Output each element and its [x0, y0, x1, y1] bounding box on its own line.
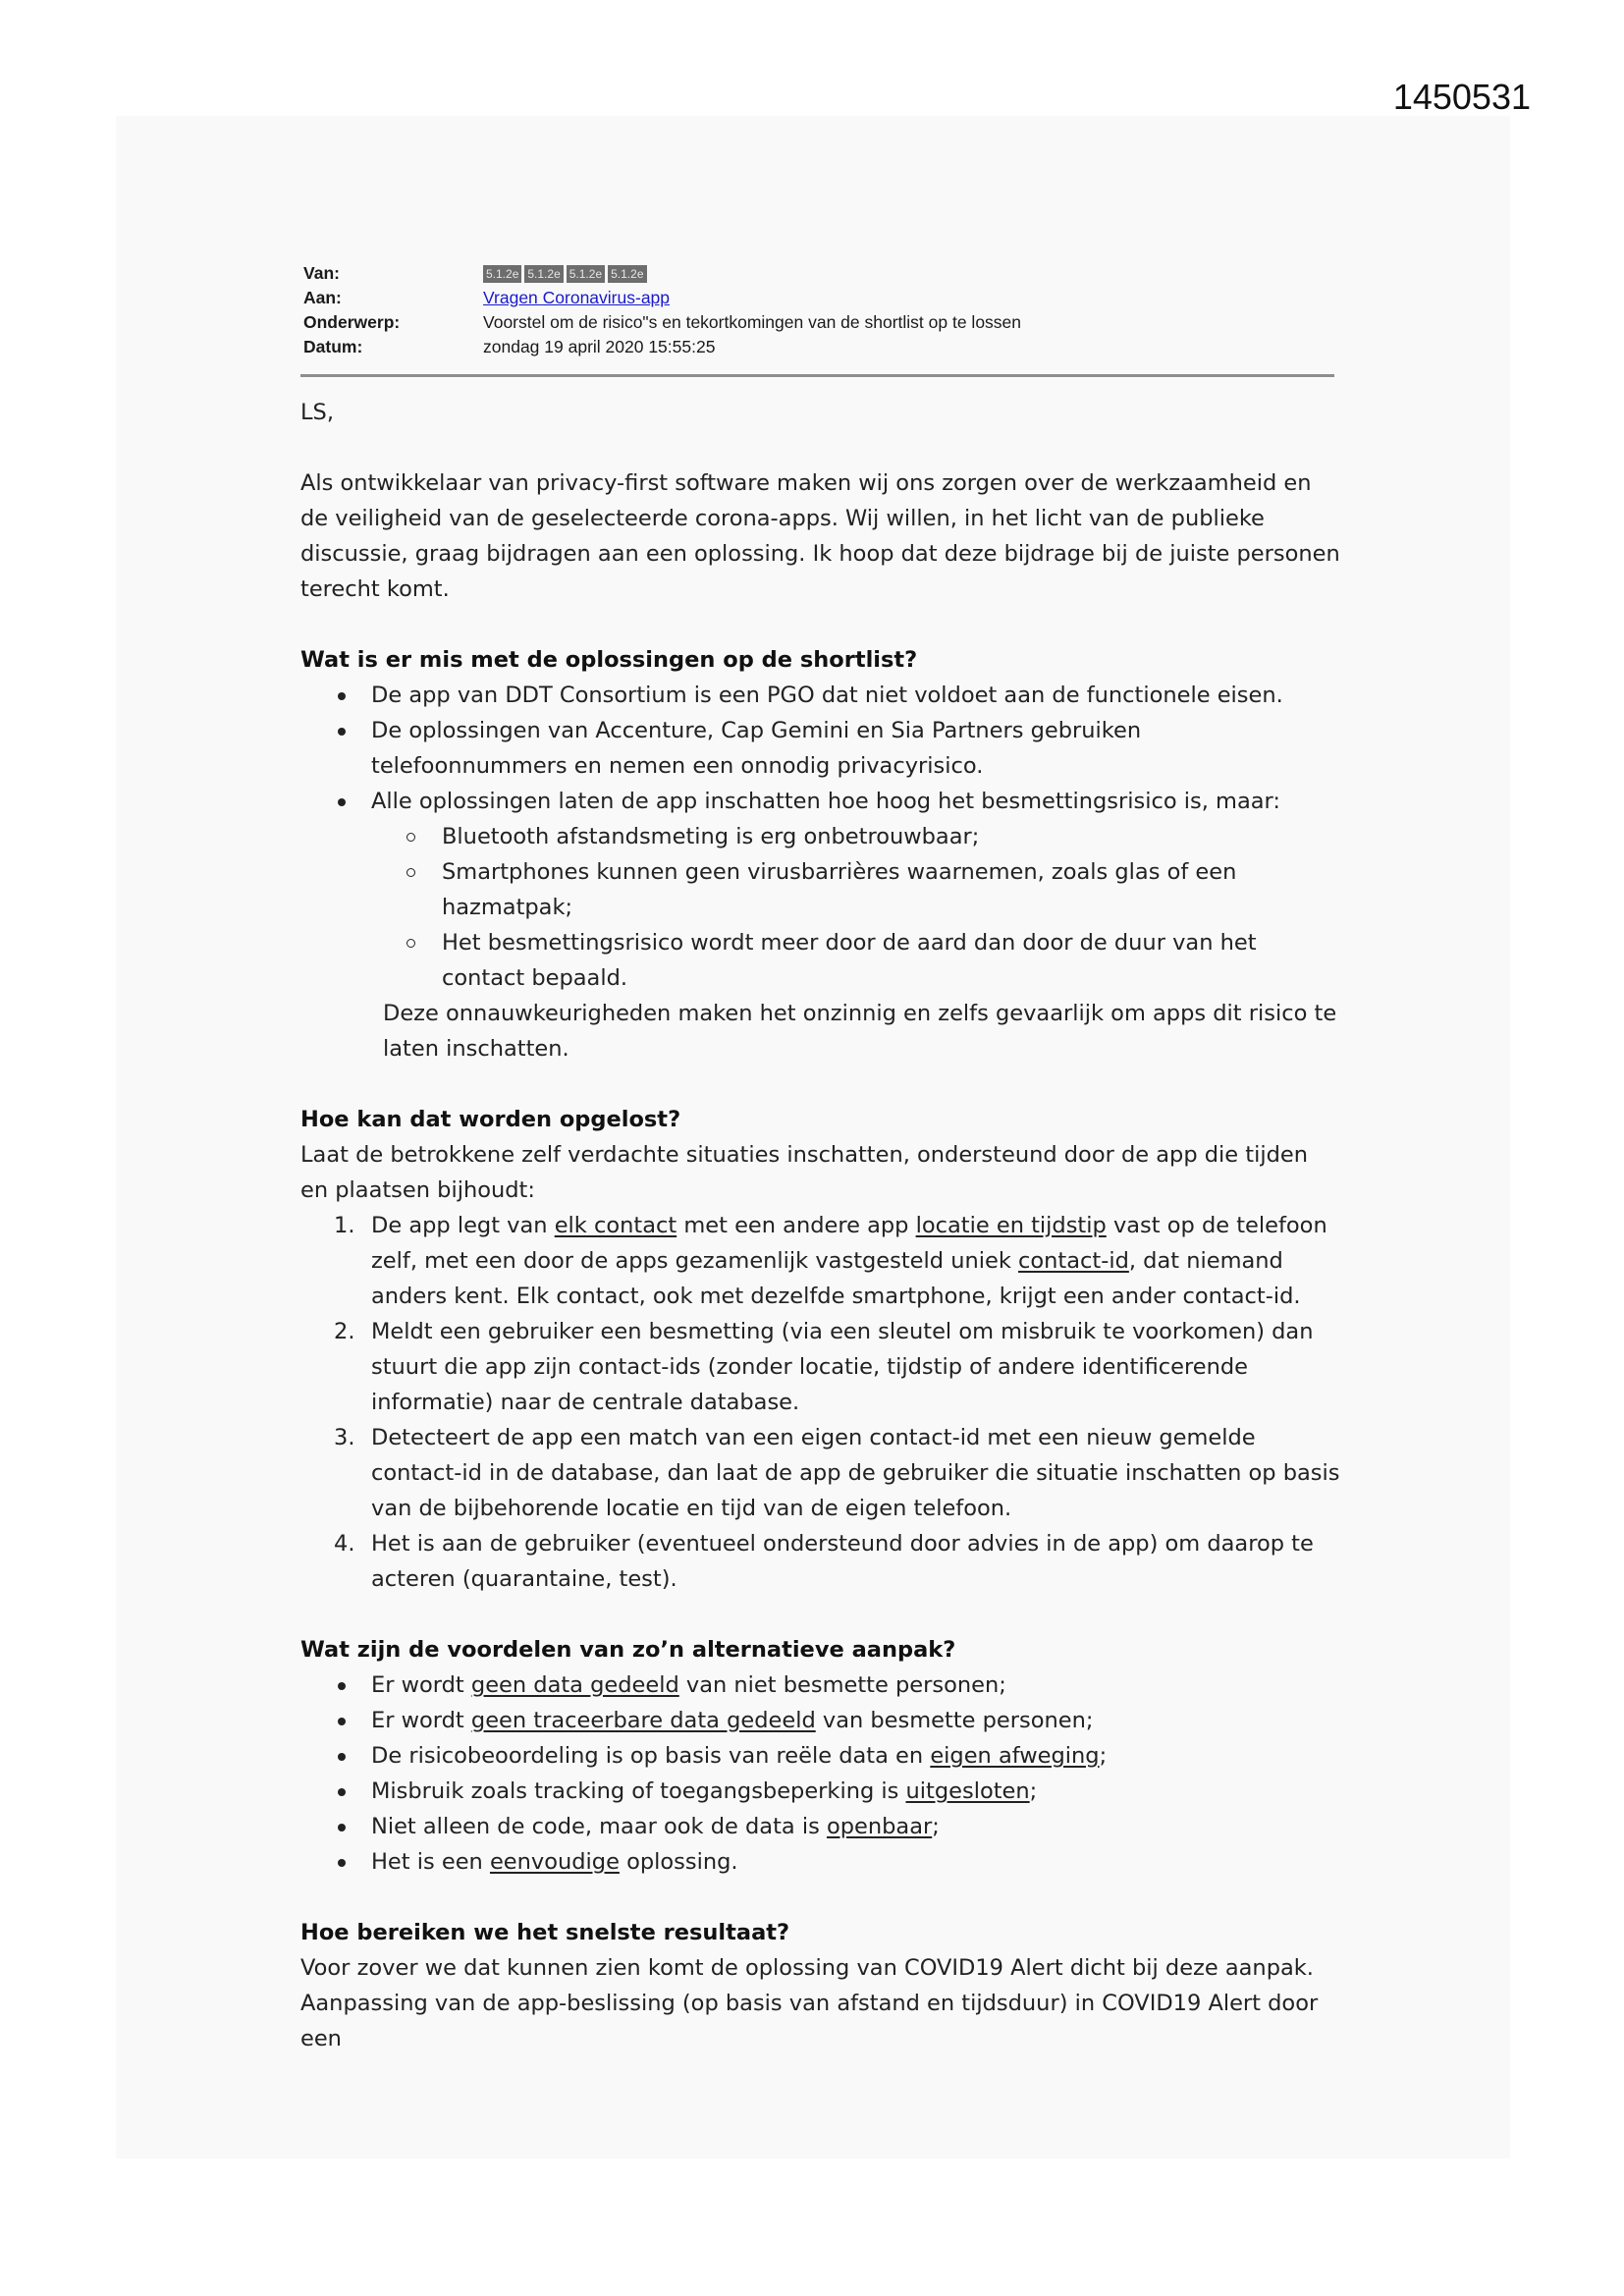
underlined-text: openbaar — [826, 1814, 933, 1839]
from-label: Van: — [303, 263, 340, 283]
sub-list-item: Het besmettingsrisico wordt meer door de aard dan door de duur van het contact bepaald. — [406, 925, 1341, 996]
list-item: De app van DDT Consortium is een PGO dat niet voldoet aan de functionele eisen. — [338, 678, 1341, 713]
document-id: 1450531 — [1392, 77, 1531, 117]
section-heading-problems: Wat is er mis met de oplossingen op de shortlist? — [300, 647, 918, 673]
item-number: 3. — [334, 1425, 355, 1450]
greeting: LS, — [300, 400, 334, 425]
underlined-text: uitgesloten — [905, 1778, 1030, 1804]
item-number: 4. — [334, 1531, 355, 1557]
email-body — [300, 393, 1341, 2056]
subject-value: Voorstel om de risico"s en tekortkomingen van de shortlist op te lossen — [483, 312, 1022, 332]
underlined-text: contact-id — [1018, 1248, 1129, 1274]
redaction-box: 5.1.2e — [608, 265, 646, 283]
numbered-item — [334, 1420, 1341, 1526]
numbered-item — [334, 1526, 1341, 1597]
date-value: zondag 19 april 2020 15:55:25 — [483, 337, 716, 356]
text-run: ; — [932, 1814, 940, 1839]
result-paragraph: Voor zover we dat kunnen zien komt de oplossing van COVID19 Alert dicht bij deze aanpak. Aanpassing van de app-beslissing (op basis van afstand en tijdsduur) in COVID19 Alert door een — [300, 1955, 1319, 2051]
numbered-item — [334, 1314, 1341, 1420]
header-divider — [300, 374, 1334, 377]
to-address-link[interactable]: Vragen Coronavirus-app — [483, 288, 671, 307]
to-row — [303, 286, 1334, 310]
list-item-text: Alle oplossingen laten de app inschatten hoe hoog het besmettingsrisico is, maar: — [371, 789, 1280, 814]
numbered-item — [334, 1208, 1341, 1314]
advantages-list — [338, 1667, 1341, 1880]
subject-row — [303, 310, 1334, 335]
sub-list — [406, 819, 1341, 996]
section-heading-solution: Hoe kan dat worden opgelost? — [300, 1107, 681, 1132]
text-run: Er wordt — [371, 1672, 471, 1698]
email-header — [303, 261, 1334, 359]
text-run: ; — [1029, 1778, 1038, 1804]
item-number: 1. — [334, 1213, 355, 1238]
solution-intro: Laat de betrokkene zelf verdachte situaties inschatten, ondersteund door de app die tijden en plaatsen bijhoudt: — [300, 1142, 1309, 1203]
text-run: De app legt van — [371, 1213, 555, 1238]
list-item: De oplossingen van Accenture, Cap Gemini en Sia Partners gebruiken telefoonnummers en nemen een onnodig privacyrisico. — [338, 713, 1341, 784]
list-item — [338, 1738, 1341, 1774]
underlined-text: eigen afweging — [930, 1743, 1100, 1769]
from-row — [303, 261, 1334, 286]
redaction-box: 5.1.2e — [567, 265, 605, 283]
text-run: Detecteert de app een match van een eigen contact-id met een nieuw gemelde contact-id in de database, dan laat de app de gebruiker die situatie inschatten op basis van de bijbehorende locatie en tijd van de eigen telefoon. — [371, 1425, 1340, 1521]
section-heading-advantages: Wat zijn de voordelen van zo’n alternatieve aanpak? — [300, 1637, 956, 1663]
text-run: Misbruik zoals tracking of toegangsbeperking is — [371, 1778, 906, 1804]
underlined-text: eenvoudige — [489, 1849, 620, 1875]
intro-paragraph: Als ontwikkelaar van privacy-first software maken wij ons zorgen over de werkzaamheid en de veiligheid van de geselecteerde corona-apps. Wij willen, in het licht van de publieke discussie, graag bijdragen aan een oplossing. Ik hoop dat deze bijdrage bij de juiste personen terecht komt. — [300, 470, 1340, 602]
text-run: vast op de telefoon zelf, met een door de apps gezamenlijk vastgesteld uniek — [371, 1213, 1327, 1274]
redaction-box: 5.1.2e — [483, 265, 521, 283]
text-run: Het is aan de gebruiker (eventueel ondersteund door advies in de app) om daarop te acteren (quarantaine, test). — [371, 1531, 1314, 1592]
to-label: Aan: — [303, 288, 342, 307]
underlined-text: elk contact — [554, 1213, 677, 1238]
sub-list-item: Bluetooth afstandsmeting is erg onbetrouwbaar; — [406, 819, 1341, 854]
text-run: Er wordt — [371, 1708, 471, 1733]
section-heading-result: Hoe bereiken we het snelste resultaat? — [300, 1920, 790, 1945]
list-item — [338, 1809, 1341, 1844]
text-run: van besmette personen; — [815, 1708, 1094, 1733]
text-run: van niet besmette personen; — [678, 1672, 1006, 1698]
problems-list — [338, 678, 1341, 996]
text-run: oplossing. — [619, 1849, 738, 1875]
from-redacted — [483, 265, 1334, 283]
list-item — [338, 1703, 1341, 1738]
sub-list-item: Smartphones kunnen geen virusbarrières waarnemen, zoals glas of een hazmatpak; — [406, 854, 1341, 925]
text-run: Het is een — [371, 1849, 490, 1875]
text-run: ; — [1099, 1743, 1108, 1769]
underlined-text: geen data gedeeld — [470, 1672, 679, 1698]
text-run: Niet alleen de code, maar ook de data is — [371, 1814, 827, 1839]
redaction-box: 5.1.2e — [524, 265, 563, 283]
item-number: 2. — [334, 1319, 355, 1344]
text-run: met een andere app — [677, 1213, 916, 1238]
underlined-text: locatie en tijdstip — [915, 1213, 1107, 1238]
list-item — [338, 1774, 1341, 1809]
text-run: , dat niemand anders kent. Elk contact, ook met dezelfde smartphone, krijgt een ander contact-id. — [371, 1248, 1301, 1309]
date-label: Datum: — [303, 337, 363, 356]
list-item — [338, 1667, 1341, 1703]
subject-label: Onderwerp: — [303, 312, 401, 332]
text-run: De risicobeoordeling is op basis van reële data en — [371, 1743, 931, 1769]
list-item — [338, 1844, 1341, 1880]
solution-steps — [334, 1208, 1341, 1597]
text-run: Meldt een gebruiker een besmetting (via een sleutel om misbruik te voorkomen) dan stuurt die app zijn contact-ids (zonder locatie, tijdstip of andere identificerende informatie) naar de centrale database. — [371, 1319, 1314, 1415]
underlined-text: geen traceerbare data gedeeld — [470, 1708, 816, 1733]
problems-note: Deze onnauwkeurigheden maken het onzinnig en zelfs gevaarlijk om apps dit risico te laten inschatten. — [383, 1001, 1337, 1062]
list-item — [338, 784, 1341, 996]
date-row — [303, 335, 1334, 359]
